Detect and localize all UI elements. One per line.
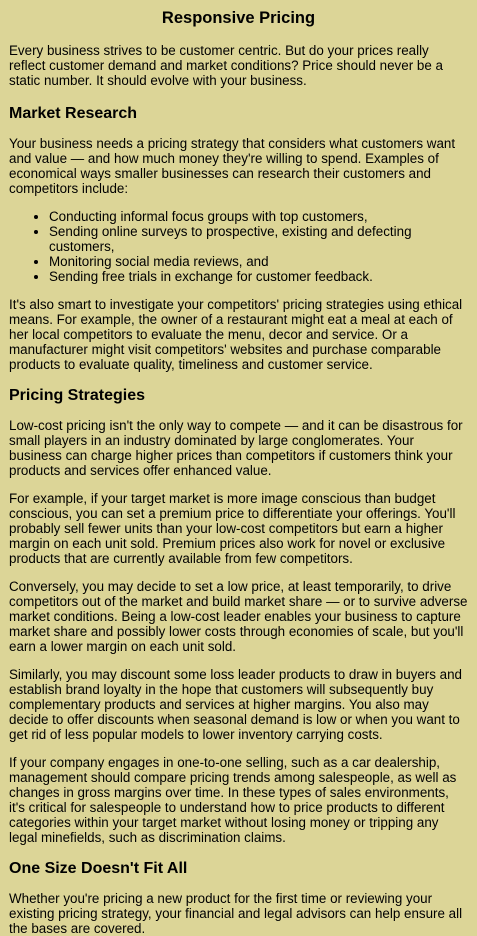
market-research-heading: Market Research	[9, 105, 138, 122]
research-methods-list	[9, 209, 468, 284]
list-item: • Sending free trials in exchange for customer feedback.	[49, 269, 468, 284]
intro-paragraph: Every business strives to be customer centric. But do your prices really reflect customer demand and market conditions? Price should never be a static number. It should evolve with your business.	[9, 43, 443, 88]
list-item: • Conducting informal focus groups with top customers,	[49, 209, 468, 224]
pricing-strategies-paragraph-5: If your company engages in one-to-one selling, such as a car dealership, management should compare pricing trends among salespeople, as well as changes in gross margins over time. In these types of sales environments, it's critical for salespeople to understand how to price products to different categories within your target market without losing money or tripping any legal minefields, such as discrimination claims.	[9, 755, 457, 845]
pricing-strategies-paragraph-3: Conversely, you may decide to set a low price, at least temporarily, to drive competitors out of the market and build market share — or to survive adverse market conditions. Being a low-cost leader enables your business to capture market share and possibly lower costs through economies of scale, but you'll earn a lower margin on each unit sold.	[9, 579, 468, 654]
pricing-strategies-paragraph-4: Similarly, you may discount some loss leader products to draw in buyers and establish brand loyalty in the hope that customers will subsequently buy complementary products and services at higher margins. You also may decide to offer discounts when seasonal demand is low or when you want to get rid of less popular models to lower inventory carrying costs.	[9, 667, 463, 742]
one-size-paragraph: Whether you're pricing a new product for the first time or reviewing your existing pricing strategy, your financial and legal advisors can help ensure all the bases are covered.	[9, 891, 463, 936]
list-item: • Monitoring social media reviews, and	[49, 254, 468, 269]
one-size-heading: One Size Doesn't Fit All	[9, 860, 188, 877]
market-research-paragraph-2: It's also smart to investigate your competitors' pricing strategies using ethical means. For example, the owner of a restaurant might eat a meal at each of her local competitors to evaluate the menu, decor and service. Or a manufacturer might visit competitors' websites and purchase comparable products to evaluate quality, timeliness and customer service.	[9, 297, 463, 372]
pricing-strategies-heading: Pricing Strategies	[9, 387, 146, 404]
pricing-strategies-paragraph-1: Low-cost pricing isn't the only way to compete — and it can be disastrous for small players in an industry dominated by large conglomerates. Your business can charge higher prices than competitors if customers think your products and services offer enhanced value.	[9, 418, 463, 478]
page-title: Responsive Pricing	[161, 9, 316, 27]
list-item: • Sending online surveys to prospective, existing and defecting customers,	[49, 224, 468, 254]
market-research-paragraph-1: Your business needs a pricing strategy that considers what customers want and value — and how much money they're willing to spend. Examples of economical ways smaller businesses can research their customers and competitors include:	[9, 136, 456, 196]
pricing-strategies-paragraph-2: For example, if your target market is more image conscious than budget conscious, you can set a premium price to differentiate your offerings. You'll probably sell fewer units than your low-cost competitors but earn a higher margin on each unit sold. Premium prices also work for novel or exclusive products that are currently available from few competitors.	[9, 491, 456, 566]
